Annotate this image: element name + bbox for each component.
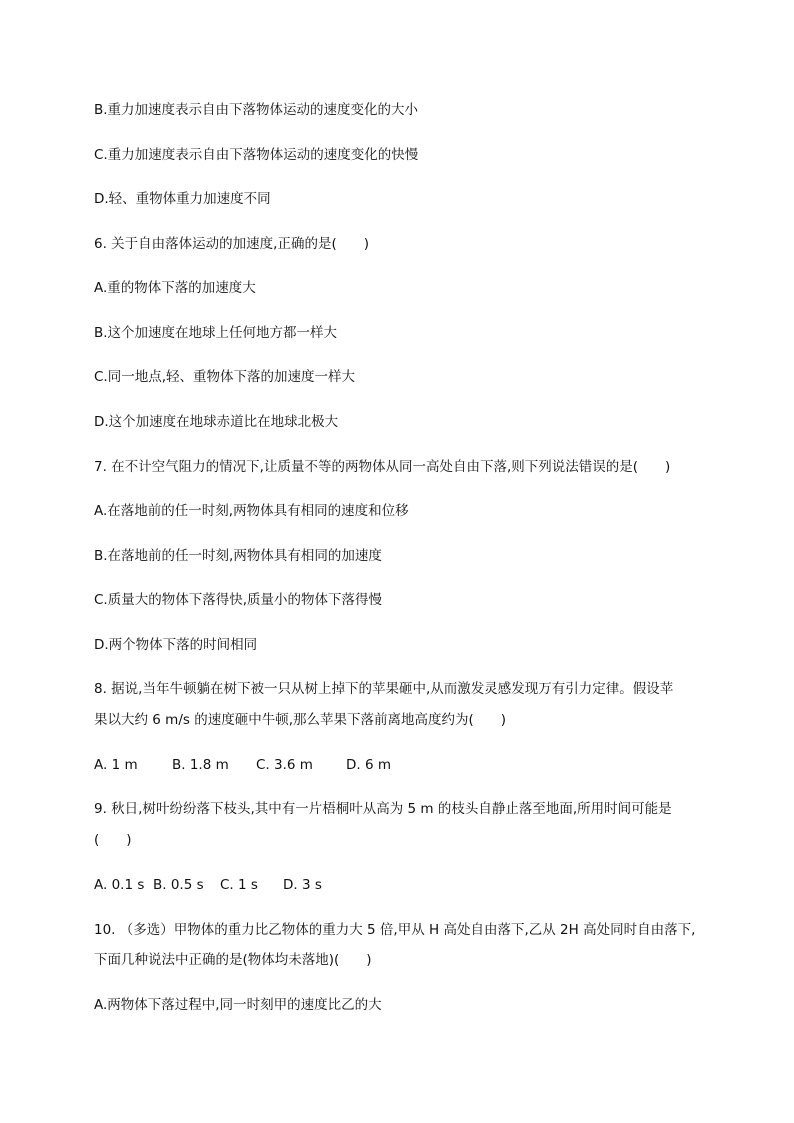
q10-stem-line2: 下面几种说法中正确的是(物体均未落地)( ) [94,952,372,968]
q9-option-a: A. 0.1 s [94,877,145,893]
q6-option-d: D.这个加速度在地球赤道比在地球北极大 [94,414,339,430]
q8-stem-line2: 果以大约 6 m/s 的速度砸中牛顿,那么苹果下落前离地高度约为( ) [94,712,507,728]
q6-option-c: C.同一地点,轻、重物体下落的加速度一样大 [94,369,356,385]
q7-option-d: D.两个物体下落的时间相同 [94,637,258,653]
q8-option-c: C. 3.6 m [256,757,313,773]
q9-option-b: B. 0.5 s [153,877,204,893]
q8-stem-line1: 8. 据说,当年牛顿躺在树下被一只从树上掉下的苹果砸中,从而激发灵感发现万有引力定律。假设苹 [94,681,674,697]
q7-option-c: C.质量大的物体下落得快,质量小的物体下落得慢 [94,592,383,608]
q10-option-a: A.两物体下落过程中,同一时刻甲的速度比乙的大 [94,997,382,1013]
q9-option-d: D. 3 s [283,877,322,893]
q5-option-d: D.轻、重物体重力加速度不同 [94,191,271,207]
q6-option-b: B.这个加速度在地球上任何地方都一样大 [94,325,338,341]
q9-option-c: C. 1 s [220,877,258,893]
q10-stem-line1: 10. （多选）甲物体的重力比乙物体的重力大 5 倍,甲从 H 高处自由落下,乙从 2H 高处同时自由落下, [94,922,696,938]
q9-options [94,876,322,894]
q7-stem: 7. 在不计空气阻力的情况下,让质量不等的两物体从同一高处自由下落,则下列说法错误的是( ) [94,459,671,475]
q8-option-b: B. 1.8 m [172,757,229,773]
q5-option-b: B.重力加速度表示自由下落物体运动的速度变化的大小 [94,102,419,118]
q8-option-a: A. 1 m [94,757,138,773]
q8-options [94,756,391,774]
q6-stem: 6. 关于自由落体运动的加速度,正确的是( ) [94,236,369,252]
q5-option-c: C.重力加速度表示自由下落物体运动的速度变化的快慢 [94,147,419,163]
q6-option-a: A.重的物体下落的加速度大 [94,280,256,296]
q9-stem-line2: ( ) [94,832,132,848]
q8-option-d: D. 6 m [346,757,392,773]
q9-stem-line1: 9. 秋日,树叶纷纷落下枝头,其中有一片梧桐叶从高为 5 m 的枝头自静止落至地面,所用时间可能是 [94,801,672,817]
q7-option-a: A.在落地前的任一时刻,两物体具有相同的速度和位移 [94,503,409,519]
q7-option-b: B.在落地前的任一时刻,两物体具有相同的加速度 [94,548,382,564]
